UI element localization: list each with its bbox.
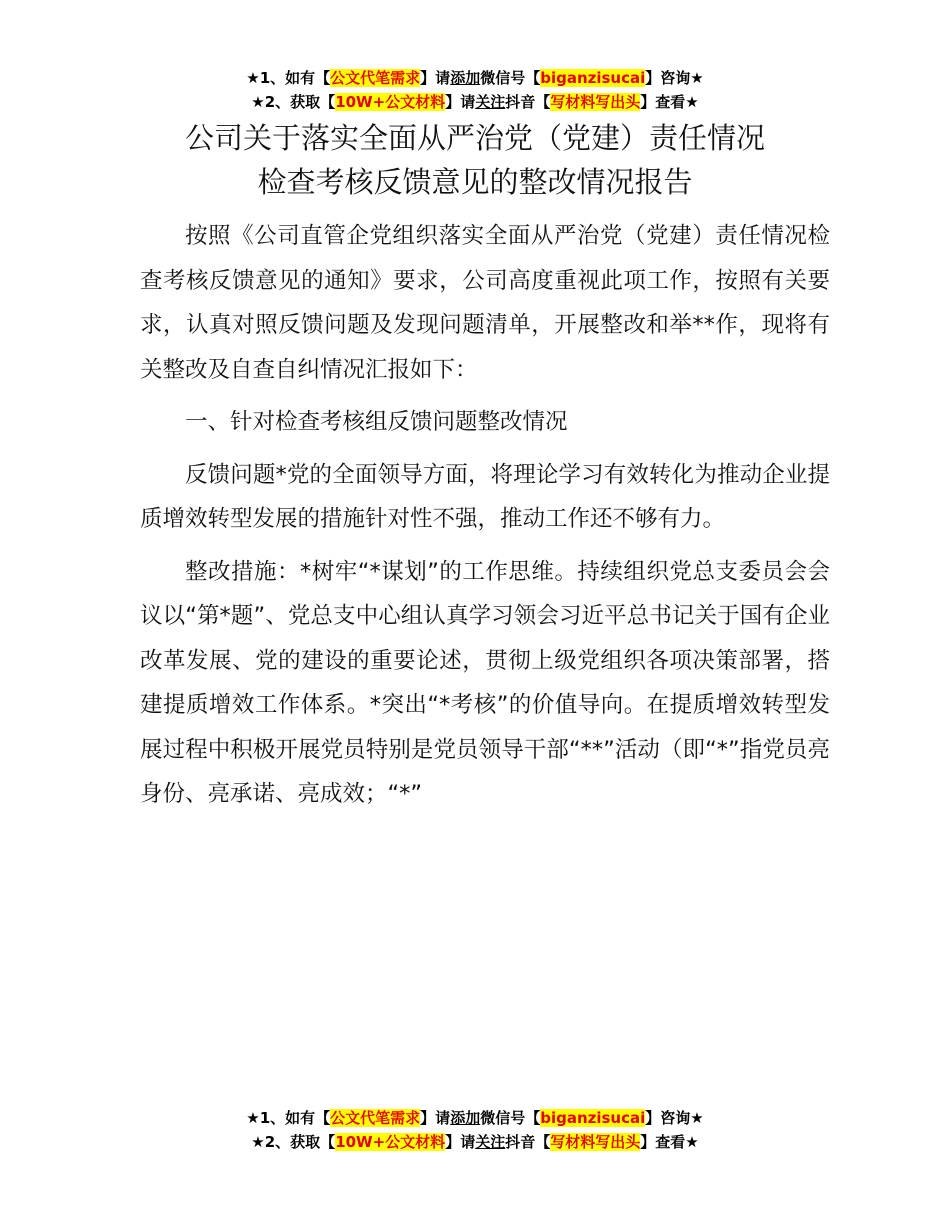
banner-text: 】请 xyxy=(420,69,451,87)
title-line-1: 公司关于落实全面从严治党（党建）责任情况 xyxy=(184,121,765,155)
banner-line-1 xyxy=(0,1106,950,1130)
banner-line-2 xyxy=(0,1130,950,1154)
banner-highlight: 写材料写出头 xyxy=(550,1133,641,1151)
banner-text: 微信号【 xyxy=(480,69,541,87)
paragraph-intro: 按照《公司直管企党组织落实全面从严治党（党建）责任情况检查考核反馈意见的通知》要求，公司高度重视此项工作，按照有关要求，认真对照反馈问题及发现问题清单，开展整改和举**作，现将有关整改及自查自纠情况汇报如下： xyxy=(140,223,830,383)
banner-underline: 关注 xyxy=(475,1133,506,1151)
banner-highlight: biganzisucai xyxy=(540,1109,646,1127)
banner-highlight: 写材料写出头 xyxy=(550,93,641,111)
banner-text: 】请 xyxy=(445,1133,476,1151)
section-heading: 一、针对检查考核组反馈问题整改情况 xyxy=(185,409,568,435)
document-title xyxy=(0,116,950,204)
banner-text: ★1、如有【 xyxy=(246,69,331,87)
banner-underline: 添加 xyxy=(450,1109,481,1127)
banner-text: 微信号【 xyxy=(480,1109,541,1127)
document-body xyxy=(140,214,830,825)
banner-text: ★2、获取【 xyxy=(251,1133,336,1151)
banner-underline: 添加 xyxy=(450,69,481,87)
banner-highlight: 公文代笔需求 xyxy=(330,69,421,87)
banner-text: 抖音【 xyxy=(505,1133,551,1151)
banner-text: 】请 xyxy=(420,1109,451,1127)
bottom-banner xyxy=(0,1106,950,1154)
banner-text: 抖音【 xyxy=(505,93,551,111)
banner-highlight: 10W+公文材料 xyxy=(335,1133,446,1151)
banner-text: 】咨询★ xyxy=(645,69,704,87)
banner-underline: 关注 xyxy=(475,93,506,111)
banner-line-2 xyxy=(0,90,950,114)
paragraph-issue: 反馈问题*党的全面领导方面，将理论学习有效转化为推动企业提质增效转型发展的措施针对性不强，推动工作还不够有力。 xyxy=(140,461,830,532)
banner-text: ★2、获取【 xyxy=(251,93,336,111)
banner-line-1 xyxy=(0,66,950,90)
top-banner xyxy=(0,66,950,114)
banner-text: 】查看★ xyxy=(640,1133,699,1151)
banner-highlight: 公文代笔需求 xyxy=(330,1109,421,1127)
banner-text: 】咨询★ xyxy=(645,1109,704,1127)
banner-highlight: 10W+公文材料 xyxy=(335,93,446,111)
banner-text: 】查看★ xyxy=(640,93,699,111)
title-line-2: 检查考核反馈意见的整改情况报告 xyxy=(257,165,693,199)
paragraph-measures: 整改措施：*树牢“*谋划”的工作思维。持续组织党总支委员会会议以“第*题”、党总支中心组认真学习领会习近平总书记关于国有企业改革发展、党的建设的重要论述，贯彻上级党组织各项决策部署，搭建提质增效工作体系。*突出“*考核”的价值导向。在提质增效转型发展过程中积极开展党员特别是党员领导干部“**”活动（即“*”指党员亮身份、亮承诺、亮成效；“*” xyxy=(140,558,830,807)
banner-highlight: biganzisucai xyxy=(540,69,646,87)
banner-text: ★1、如有【 xyxy=(246,1109,331,1127)
banner-text: 】请 xyxy=(445,93,476,111)
